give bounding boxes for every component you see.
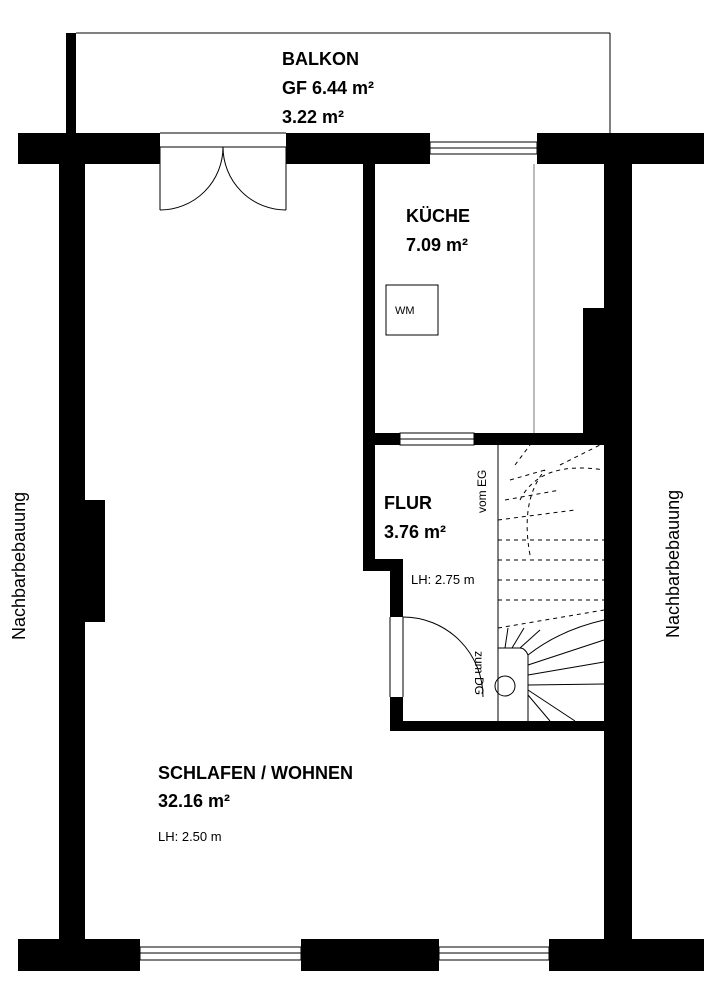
kitchen-door [400,433,474,445]
left-wall [59,164,105,939]
hallway-ceiling-height: LH: 2.75 m [411,572,475,587]
balcony-gf: GF 6.44 m² [282,78,375,98]
hallway-title: FLUR [384,493,432,513]
top-wall [18,133,704,164]
balcony-title: BALKON [282,49,359,69]
stairs-down-label: vom EG [475,469,489,513]
kitchen-window [430,142,537,154]
staircase-dashed [498,445,604,628]
kitchen-title: KÜCHE [406,206,471,226]
kitchen-area: 7.09 m² [406,235,469,255]
bottom-wall [18,939,704,971]
staircase [495,445,604,721]
balcony-door [160,133,286,210]
hallway-door [390,617,483,697]
washing-machine-label: WM [395,305,415,317]
neighbor-right-label: Nachbarbebauung [663,489,683,638]
stairs-up-label: zum DG [472,651,486,696]
balcony-area: 3.22 m² [282,107,345,127]
right-wall [583,164,632,939]
living-area: 32.16 m² [158,791,231,811]
hallway-area: 3.76 m² [384,522,447,542]
living-ceiling-height: LH: 2.50 m [158,829,222,844]
neighbor-left-label: Nachbarbebauung [9,491,29,640]
living-title: SCHLAFEN / WOHNEN [158,763,353,783]
